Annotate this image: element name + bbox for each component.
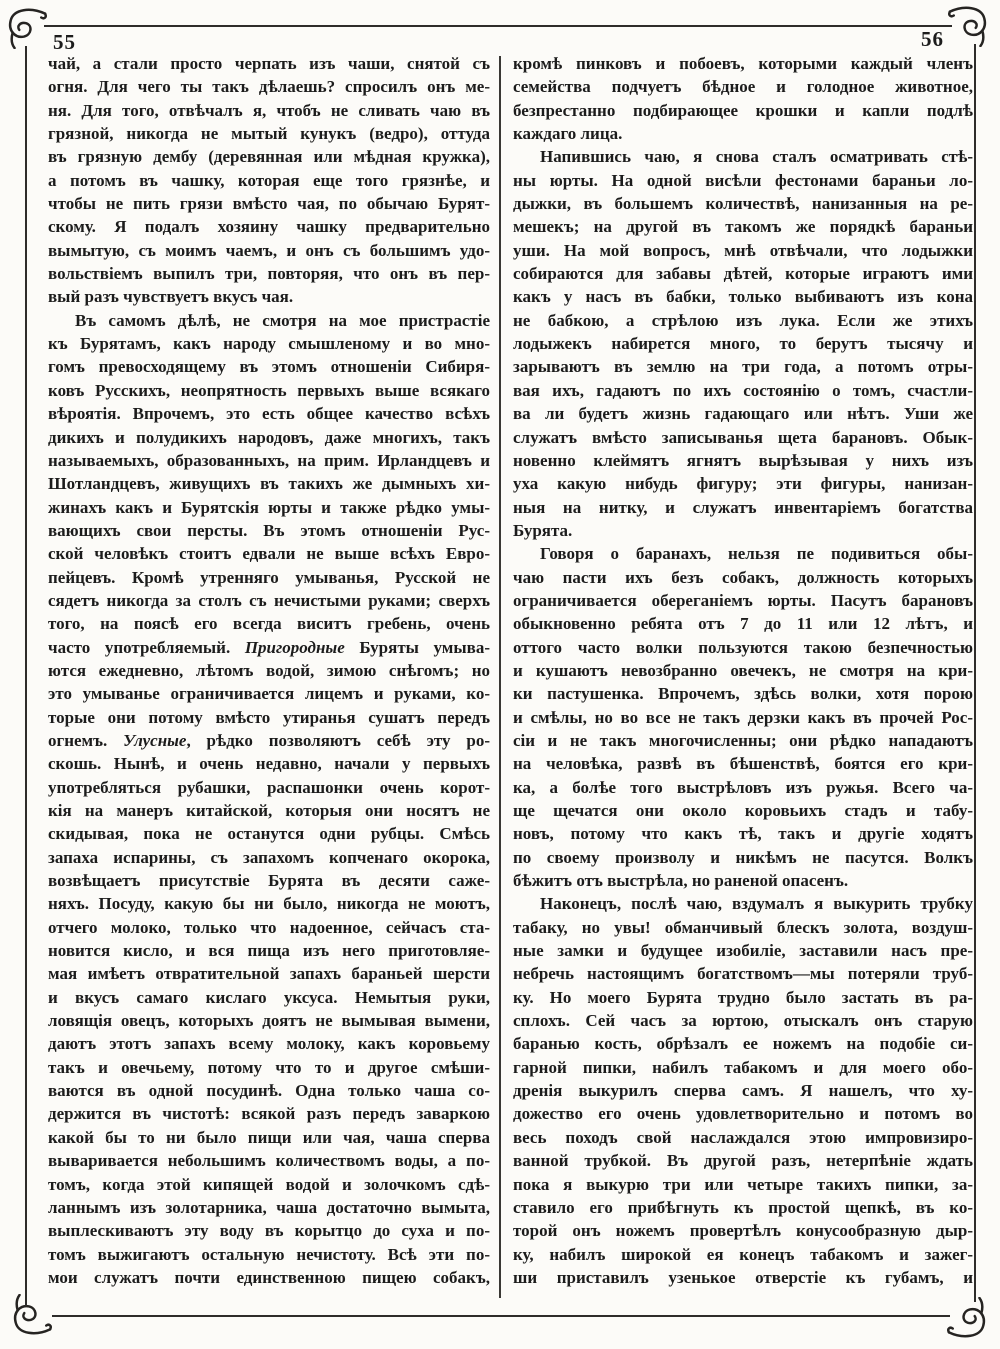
text-line: по своему произволу и никѣмъ не пасутся. Волкъ <box>513 847 973 867</box>
text-line: мая имѣетъ отвратительной запахъ бараньей шерсти <box>48 964 490 984</box>
text-line: дикихъ и полудикихъ народовъ, даже многихъ, такъ <box>48 427 490 447</box>
text-line: огня. Для чего ты такъ дѣлаешь? спросилъ онъ ме- <box>48 77 490 97</box>
text-line: обыкновенно ребята отъ 7 до 11 или 12 лѣтъ, и <box>513 614 973 634</box>
text-line: держится въ чистотѣ: всякой разъ передъ заваркою <box>48 1104 490 1124</box>
corner-flourish-icon <box>5 7 47 49</box>
text-line: дожество его очень удовлетворительно и потомъ во <box>513 1104 973 1124</box>
text-line: кія на манеръ китайской, которыя они носятъ не <box>48 801 490 820</box>
page-number-left: 55 <box>53 30 76 54</box>
text-line: Шотландцевъ, живущихъ въ такихъ же дымныхъ хи- <box>48 474 490 494</box>
text-line: ются ежедневно, лѣтомъ водой, зимою снѣгомъ; но <box>48 660 490 680</box>
text-line: какой бы то ни было пищи или чая, чаша сперва <box>48 1127 490 1147</box>
text-line: торые они потому вмѣсто утиранья сушатъ передъ <box>48 707 490 727</box>
text-line: вѣроятія. Впрочемъ, это есть общее качество всѣхъ <box>48 404 490 424</box>
text-line: ные замки и будущее изобиліе, заставили насъ пре- <box>513 941 973 961</box>
text-line: ловящія овецъ, которыхъ доятъ не вымывая вымени, <box>48 1011 490 1031</box>
text-line: оттого часто волки пользуются такою безпечностью <box>513 637 973 657</box>
text-line: ны юрты. На одной висѣли фестонами бараньи ло- <box>513 170 973 190</box>
text-line: часто употребляемый. Пригородные Буряты умыва- <box>48 637 490 657</box>
bottom-border-rule <box>52 1315 950 1317</box>
text-line: не бабкою, а стрѣлою изъ лука. Если же этихъ <box>513 310 973 330</box>
text-line: и вкусъ самаго кислаго уксуса. Немытыя руки, <box>48 987 490 1007</box>
text-line: вый разъ чувствуетъ вкусъ чая. <box>48 287 294 307</box>
text-line: скидывая, пока не останутся одни рубцы. Смѣсь <box>48 824 490 844</box>
text-line: няхъ. Посуду, какую бы ни было, никогда не моютъ, <box>48 894 490 914</box>
text-line: ня. Для того, отвѣчалъ я, чтобъ не сливать чаю въ <box>48 100 490 120</box>
text-line: гарной пипки, набилъ табакомъ и для моего обо- <box>513 1057 973 1077</box>
text-line: семейства подчуетъ бѣдное и голодное животное, <box>513 77 973 97</box>
text-line: мешекъ; на другой въ такомъ же порядкѣ бараньи <box>513 217 973 237</box>
text-line: сплохъ. Сей часъ за юртою, отыскалъ онъ старую <box>513 1011 973 1031</box>
text-line: вываривается небольшимъ количествомъ воды, а по- <box>48 1151 490 1171</box>
text-line: скому. Я подалъ хозяину чашку предварительно <box>48 217 490 237</box>
text-line: дыжки, въ большемъ количествѣ, нанизанныя на ре- <box>513 194 973 214</box>
text-line: весь походъ свой наслаждался этою импровизиро- <box>513 1127 973 1147</box>
text-line: чаю пасти ихъ безъ собакъ, должность которыхъ <box>513 567 973 587</box>
text-line: безпрестанно подбирающее крошки и капли подлѣ <box>513 100 973 120</box>
corner-flourish-icon <box>947 1297 989 1339</box>
text-line: того, на поясѣ его всегда виситъ гребень, очень <box>48 614 490 634</box>
text-line: Говоря о баранахъ, нельзя пе подивиться обы- <box>540 544 973 564</box>
text-line: ка, а болѣе того выстрѣловъ изъ ружья. Всего ча- <box>513 777 973 797</box>
text-line: ва ли будетъ жизнь гадающаго или нѣтъ. Уши же <box>513 404 973 424</box>
text-line: новъ, потому что какъ тѣ, такъ и другіе ходятъ <box>513 824 973 844</box>
text-line: чай, а стали просто черпать изъ чаши, снятой съ <box>48 54 490 73</box>
text-line: баранью кость, обрѣзалъ ее ножемъ на подобіе си- <box>513 1034 973 1054</box>
text-line: на человѣка, развѣ въ бѣшенствѣ, боятся его кри- <box>513 754 973 774</box>
text-line: зарываютъ въ землю на три года, а потомъ отры- <box>513 357 973 377</box>
text-line: даютъ этотъ запахъ всему молоку, какъ коровьему <box>48 1034 490 1054</box>
text-line: пейцевъ. Кромѣ утренняго умыванья, Русской не <box>48 567 490 587</box>
text-line: вающихъ свои персты. Въ этомъ отношеніи Рус- <box>48 520 490 540</box>
text-line: ковъ Русскихъ, неопрятность первыхъ выше всякаго <box>48 380 490 400</box>
text-line: скошь. Нынѣ, и очень недавно, начали у первыхъ <box>48 754 490 774</box>
text-line: табаку, но увы! обманчивый блескъ золота, воздуш- <box>513 917 973 937</box>
text-line: ланнымъ изъ золотарника, чаша достаточно вымыта, <box>48 1197 490 1217</box>
text-line: чтобы не пить грязи вмѣсто чая, по обычаю Бурят- <box>48 194 490 214</box>
text-line: дренія выкурилъ сперва самъ. Я нашелъ, что ху- <box>513 1081 973 1101</box>
text-line: ской человѣкъ стоитъ едвали не выше всѣхъ Евро- <box>48 544 490 564</box>
text-line: ванной трубкой. Въ другой разъ, нетерпѣніе ждать <box>513 1151 973 1171</box>
text-line: грязной, никогда не мытый кунукъ (ведро), оттуда <box>48 124 490 144</box>
text-line: мои служатъ почти единственною пищею собакъ, <box>48 1267 490 1287</box>
text-line: ку, набилъ широкой ея конецъ табакомъ и зажег- <box>513 1244 973 1264</box>
text-line: и смѣлы, но во все не такъ дерзки какъ въ прочей Рос- <box>513 707 973 727</box>
text-line: это умыванье ограничивается лицемъ и руками, ко- <box>48 684 490 704</box>
text-line: къ Бурятамъ, какъ народу смышленому и во мно- <box>48 334 490 354</box>
text-line: каждаго лица. <box>513 124 623 144</box>
left-border-rule <box>25 46 27 1306</box>
column-divider-rule <box>499 56 501 1298</box>
text-line: сіи и не такъ многочисленны; они рѣдко нападаютъ <box>513 730 973 750</box>
text-line: жинахъ какъ и Бурятскія юрты и также рѣдко умы- <box>48 497 490 517</box>
text-line: томъ, когда этой кипящей водой и золочкомъ сдѣ- <box>48 1174 490 1194</box>
page-number-right: 56 <box>921 27 944 51</box>
text-column-right <box>513 52 973 1289</box>
text-line: пока я выкурю три или четыре такихъ пипки, за- <box>513 1174 973 1194</box>
text-line: собираются для забавы дѣтей, которые играютъ ими <box>513 264 973 284</box>
text-line: новенно клеймятъ ягнятъ вырѣзывая у нихъ изъ <box>513 450 973 470</box>
text-line: въ грязную дембу (деревянная или мѣдная кружка), <box>48 147 490 167</box>
text-line: новится кисло, и вся пища изъ него приготовляе- <box>48 941 490 961</box>
top-border-rule <box>44 25 952 27</box>
text-line: ваются въ одной посудинѣ. Одна только чаша со- <box>48 1081 490 1101</box>
text-line: возвѣщаетъ присутствіе Бурята въ десяти саже- <box>48 871 490 891</box>
text-line: уха какую нибудь фигуру; эти фигуры, нанизан- <box>513 474 973 494</box>
text-line: Напившись чаю, я снова сталъ осматривать стѣ- <box>540 147 973 167</box>
text-line: небречь настоящимъ богатствомъ—мы потеряли труб- <box>513 964 973 984</box>
text-line: Бурята. <box>513 520 573 540</box>
text-line: такъ и овечьему, потому что то и другое смѣши- <box>48 1057 490 1077</box>
text-line: ку. Но моего Бурята трудно было застать въ ра- <box>513 987 973 1007</box>
text-line: отчего молоко, только что надоенное, сейчасъ ста- <box>48 917 490 937</box>
text-line: ограничивается обереганіемъ юрты. Пасутъ барановъ <box>513 590 973 610</box>
text-line: запаха испарины, съ запахомъ копченаго окорока, <box>48 847 490 867</box>
text-line: и кушаютъ невозбранно овечекъ, не смотря на кри- <box>513 660 973 680</box>
text-line: бѣжитъ отъ выстрѣла, но раненой опасенъ. <box>513 871 849 891</box>
text-line: гомъ превосходящему въ этомъ отношеніи Сибиря- <box>48 357 490 377</box>
text-line: сядетъ никогда за столъ съ нечистыми руками; сверхъ <box>48 590 490 610</box>
text-line: ще щечатся они около коровьихъ стадъ и табу- <box>513 801 973 820</box>
text-line: лодыжекъ набирется много, то берутъ тысячу и <box>513 334 973 354</box>
text-line: какъ у насъ въ бабки, только выбиваютъ изъ кона <box>513 287 973 307</box>
text-line: употребляться рубашки, распашонки очень корот- <box>48 777 490 797</box>
text-line: называемыхъ, образованныхъ, на прим. Ирландцевъ и <box>48 450 490 470</box>
text-line: ши приставилъ узенькое отверстіе къ губамъ, и <box>513 1267 973 1287</box>
text-line: ставило его прибѣгнуть къ простой щепкѣ, въ ко- <box>513 1197 973 1217</box>
text-line: томъ выжигаютъ остальную нечистоту. Всѣ эти по- <box>48 1244 490 1264</box>
text-line: Наконецъ, послѣ чаю, вздумалъ я выкурить трубку <box>540 894 973 914</box>
text-column-left <box>48 52 490 1289</box>
corner-flourish-icon <box>10 1294 52 1336</box>
text-line: ки пастушенка. Впрочемъ, здѣсь волки, хотя порою <box>513 684 973 704</box>
text-line: а потомъ въ чашку, которая еще того грязнѣе, и <box>48 170 490 190</box>
text-line: вольствіемъ выпилъ три, повторяя, что онъ въ пер- <box>48 264 490 284</box>
corner-flourish-icon <box>948 5 990 47</box>
right-border-rule <box>974 44 976 1302</box>
text-line: вая ихъ, гадаютъ по ихъ состоянію о томъ, счастли- <box>513 380 973 400</box>
text-line: кромѣ пинковъ и побоевъ, которыми каждый членъ <box>513 54 973 73</box>
text-line: Въ самомъ дѣлѣ, не смотря на мое пристрастіе <box>75 310 490 330</box>
text-line: вымытую, съ моимъ чаемъ, и онъ съ большимъ удо- <box>48 240 490 260</box>
text-line: выплескиваютъ эту воду въ корытцо до суха и по- <box>48 1221 490 1241</box>
text-line: служатъ вмѣсто записыванья щета барановъ. Обык- <box>513 427 973 447</box>
text-line: огнемъ. Улусные, рѣдко позволяютъ себѣ эту ро- <box>48 730 490 750</box>
text-line: ныя на нитку, и служатъ инвентаріемъ богатства <box>513 497 973 517</box>
text-line: уши. На мой вопросъ, мнѣ отвѣчали, что лодыжки <box>513 240 973 260</box>
text-line: торой онъ ножемъ провертѣлъ конусообразную дыр- <box>513 1221 973 1241</box>
